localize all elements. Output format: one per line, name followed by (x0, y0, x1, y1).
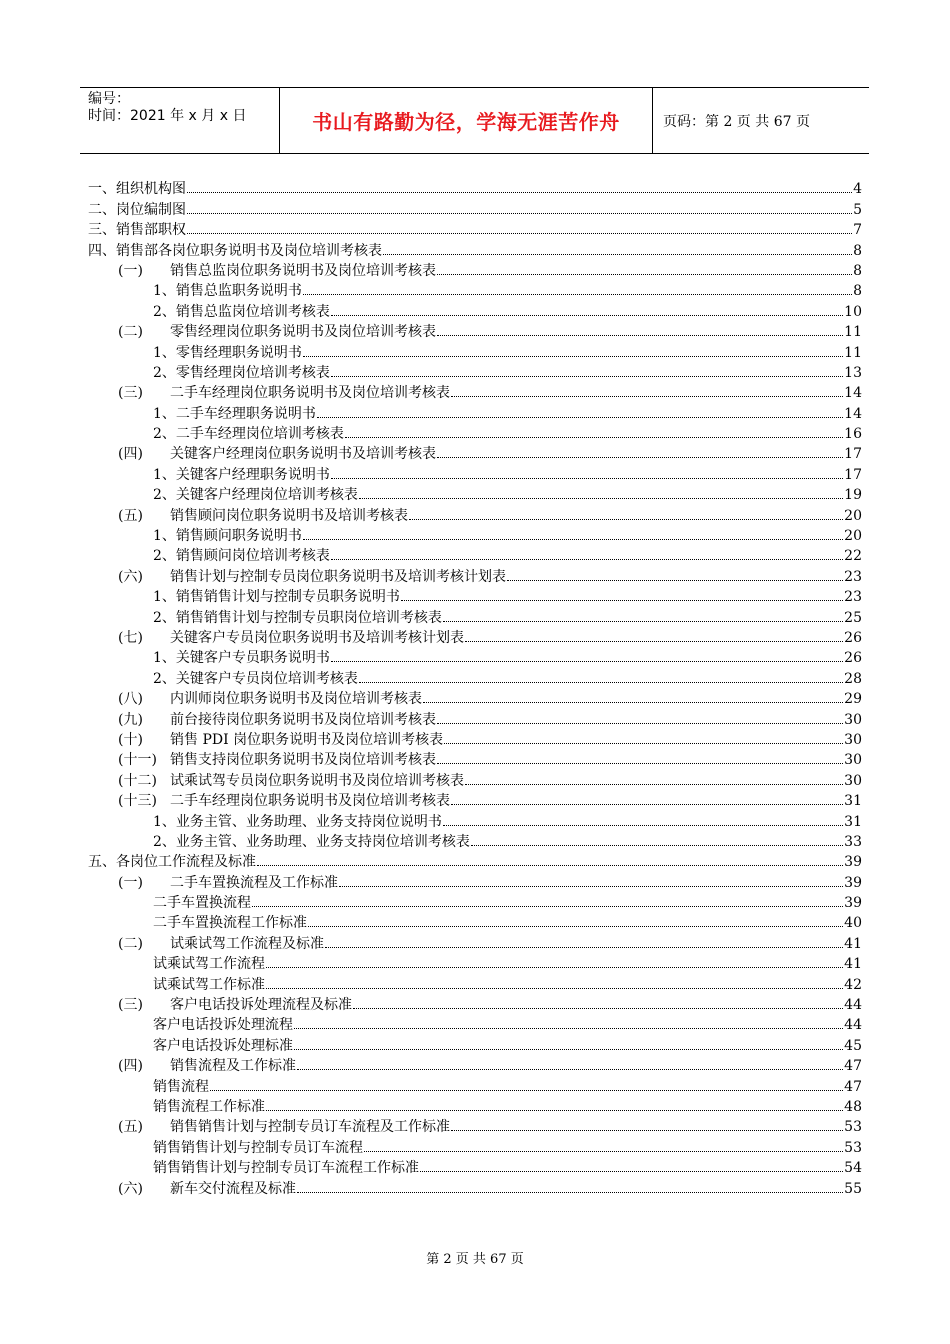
document-number-label: 编号： (88, 91, 130, 107)
toc-leader-dots (331, 376, 843, 377)
toc-leader-dots (210, 1090, 843, 1091)
toc-leader-dots (443, 825, 843, 826)
toc-entry-title: 1、关键客户专员职务说明书 (153, 650, 330, 667)
toc-entry-title: 销售销售计划与控制专员订车流程及工作标准 (170, 1119, 450, 1136)
toc-leader-dots (359, 498, 843, 499)
toc-entry-number: (二) (118, 324, 143, 341)
toc-entry-page: 20 (844, 507, 862, 524)
toc-entry[interactable] (88, 606, 862, 626)
toc-entry[interactable] (88, 423, 862, 443)
toc-entry[interactable] (88, 178, 862, 198)
toc-entry-number: (七) (118, 629, 143, 646)
toc-entry-page: 31 (844, 813, 862, 830)
toc-entry-title: 关键客户专员岗位职务说明书及培训考核计划表 (170, 629, 464, 646)
toc-entry-title: 2、销售总监岗位培训考核表 (153, 303, 330, 320)
toc-leader-dots (252, 906, 843, 907)
toc-entry-page: 19 (844, 487, 862, 504)
toc-entry-number: (四) (118, 446, 143, 463)
toc-leader-dots (257, 865, 843, 866)
toc-entry-page: 53 (844, 1139, 862, 1156)
toc-entry-page: 29 (844, 691, 862, 708)
toc-entry[interactable] (88, 1116, 862, 1136)
toc-entry-title: 四、销售部各岗位职务说明书及岗位培训考核表 (88, 242, 382, 259)
toc-leader-dots (297, 1069, 843, 1070)
toc-entry[interactable] (88, 321, 862, 341)
toc-entry-title: 试乘试驾工作标准 (153, 976, 265, 993)
toc-leader-dots (451, 804, 843, 805)
toc-entry-number: (五) (118, 507, 143, 524)
toc-entry[interactable] (88, 525, 862, 545)
toc-entry-number: (九) (118, 711, 143, 728)
toc-leader-dots (383, 254, 852, 255)
toc-leader-dots (423, 702, 843, 703)
toc-entry-number: (一) (118, 262, 143, 279)
toc-entry-page: 14 (844, 385, 862, 402)
toc-entry[interactable] (88, 749, 862, 769)
toc-entry-page: 17 (844, 446, 862, 463)
toc-entry-title: 试乘试驾工作流程及标准 (170, 935, 324, 952)
toc-entry-page: 42 (844, 976, 862, 993)
toc-entry-title: 销售 PDI 岗位职务说明书及岗位培训考核表 (170, 731, 444, 748)
toc-entry[interactable] (88, 443, 862, 463)
toc-entry-number: (八) (118, 691, 143, 708)
toc-entry-page: 44 (844, 997, 862, 1014)
toc-leader-dots (507, 580, 843, 581)
toc-entry-title: 零售经理岗位职务说明书及岗位培训考核表 (170, 324, 436, 341)
header-motto: 书山有路勤为径，学海无涯苦作舟 (280, 88, 653, 153)
toc-entry-title: 1、业务主管、业务助理、业务支持岗位说明书 (153, 813, 442, 830)
toc-entry-page: 30 (844, 752, 862, 769)
toc-leader-dots (331, 315, 843, 316)
toc-entry-page: 41 (844, 935, 862, 952)
toc-leader-dots (451, 1130, 843, 1131)
toc-entry-number: (十) (118, 731, 143, 748)
toc-leader-dots (266, 967, 843, 968)
toc-leader-dots (471, 845, 843, 846)
toc-entry-title: 客户电话投诉处理流程及标准 (170, 997, 352, 1014)
toc-entry-page: 4 (853, 181, 862, 198)
toc-leader-dots (331, 559, 843, 560)
toc-leader-dots (345, 437, 843, 438)
toc-entry[interactable] (88, 647, 862, 667)
toc-entry-page: 11 (844, 344, 862, 361)
toc-leader-dots (294, 1049, 843, 1050)
toc-entry-number: (四) (118, 1058, 143, 1075)
toc-entry[interactable] (88, 463, 862, 483)
toc-entry[interactable] (88, 402, 862, 422)
toc-entry-page: 14 (844, 405, 862, 422)
toc-entry[interactable] (88, 1014, 862, 1034)
toc-entry-title: 二手车置换流程 (153, 895, 251, 912)
toc-entry-page: 30 (844, 711, 862, 728)
toc-entry-title: 2、零售经理岗位培训考核表 (153, 364, 330, 381)
toc-entry[interactable] (88, 708, 862, 728)
toc-entry-number: (六) (118, 568, 143, 585)
toc-entry-page: 54 (844, 1160, 862, 1177)
toc-leader-dots (437, 457, 843, 458)
toc-entry-title: 1、销售顾问职务说明书 (153, 528, 302, 545)
toc-entry-page: 31 (844, 793, 862, 810)
toc-entry[interactable] (88, 382, 862, 402)
toc-entry-title: 二手车置换流程及工作标准 (170, 874, 338, 891)
toc-entry[interactable] (88, 892, 862, 912)
toc-entry-page: 48 (844, 1098, 862, 1115)
toc-entry-title: 试乘试驾工作流程 (153, 956, 265, 973)
toc-entry[interactable] (88, 790, 862, 810)
toc-leader-dots (325, 947, 843, 948)
toc-entry-page: 5 (853, 201, 862, 218)
toc-entry[interactable] (88, 1075, 862, 1095)
toc-entry-title: 1、关键客户经理职务说明书 (153, 466, 330, 483)
toc-entry-page: 45 (844, 1037, 862, 1054)
toc-leader-dots (401, 600, 843, 601)
page-footer: 第 2 页 共 67 页 (426, 1252, 524, 1267)
toc-entry-page: 25 (844, 609, 862, 626)
toc-leader-dots (451, 396, 843, 397)
toc-entry[interactable] (88, 831, 862, 851)
toc-entry-page: 30 (844, 731, 862, 748)
toc-entry[interactable] (88, 362, 862, 382)
toc-entry-page: 7 (853, 222, 862, 239)
toc-entry[interactable] (88, 341, 862, 361)
toc-entry[interactable] (88, 810, 862, 830)
toc-entry-page: 47 (844, 1078, 862, 1095)
toc-entry-page: 26 (844, 629, 862, 646)
toc-leader-dots (339, 886, 843, 887)
toc-entry-title: 1、二手车经理职务说明书 (153, 405, 316, 422)
toc-entry-title: 三、销售部职权 (88, 222, 186, 239)
toc-entry[interactable] (88, 932, 862, 952)
toc-entry[interactable] (88, 1177, 862, 1197)
toc-entry-title: 五、各岗位工作流程及标准 (88, 854, 256, 871)
toc-entry-title: 销售计划与控制专员岗位职务说明书及培训考核计划表 (170, 568, 506, 585)
toc-entry-number: (十三) (118, 793, 157, 810)
toc-entry-title: 1、销售总监职务说明书 (153, 283, 302, 300)
toc-entry-number: (五) (118, 1119, 143, 1136)
toc-entry-title: 关键客户经理岗位职务说明书及培训考核表 (170, 446, 436, 463)
toc-entry-page: 53 (844, 1119, 862, 1136)
toc-entry[interactable] (88, 300, 862, 320)
toc-leader-dots (266, 988, 843, 989)
toc-entry[interactable] (88, 484, 862, 504)
toc-entry[interactable] (88, 586, 862, 606)
toc-entry-title: 客户电话投诉处理标准 (153, 1037, 293, 1054)
toc-leader-dots (420, 1171, 843, 1172)
toc-entry-page: 8 (853, 283, 862, 300)
toc-entry[interactable] (88, 565, 862, 585)
toc-leader-dots (409, 519, 843, 520)
toc-entry-number: (二) (118, 935, 143, 952)
toc-entry-title: 客户电话投诉处理流程 (153, 1017, 293, 1034)
toc-entry[interactable] (88, 1055, 862, 1075)
toc-leader-dots (331, 661, 843, 662)
toc-entry-page: 39 (844, 854, 862, 871)
toc-entry-title: 销售流程 (153, 1078, 209, 1095)
toc-leader-dots (364, 1151, 843, 1152)
toc-leader-dots (443, 621, 843, 622)
toc-entry-title: 销售顾问岗位职务说明书及培训考核表 (170, 507, 408, 524)
toc-entry-title: 2、业务主管、业务助理、业务支持岗位培训考核表 (153, 833, 470, 850)
toc-entry-page: 13 (844, 364, 862, 381)
toc-leader-dots (297, 1192, 843, 1193)
toc-entry[interactable] (88, 729, 862, 749)
page-header (80, 87, 869, 154)
toc-entry[interactable] (88, 198, 862, 218)
toc-entry-page: 22 (844, 548, 862, 565)
toc-leader-dots (294, 1028, 843, 1029)
toc-entry[interactable] (88, 504, 862, 524)
toc-leader-dots (465, 641, 843, 642)
toc-entry[interactable] (88, 280, 862, 300)
toc-entry-page: 17 (844, 466, 862, 483)
toc-leader-dots (437, 763, 843, 764)
toc-entry-page: 55 (844, 1180, 862, 1197)
toc-leader-dots (331, 478, 843, 479)
toc-leader-dots (437, 274, 852, 275)
toc-entry-page: 33 (844, 833, 862, 850)
toc-entry-page: 16 (844, 426, 862, 443)
toc-entry-page: 20 (844, 528, 862, 545)
toc-entry-title: 一、组织机构图 (88, 181, 186, 198)
toc-entry-page: 11 (844, 324, 862, 341)
toc-entry-title: 1、零售经理职务说明书 (153, 344, 302, 361)
toc-entry-title: 二手车置换流程工作标准 (153, 915, 307, 932)
toc-entry-title: 试乘试驾专员岗位职务说明书及岗位培训考核表 (170, 772, 464, 789)
toc-leader-dots (465, 784, 843, 785)
toc-entry-number: (十二) (118, 772, 157, 789)
toc-leader-dots (444, 743, 843, 744)
toc-entry-title: 2、销售顾问岗位培训考核表 (153, 548, 330, 565)
toc-entry-page: 10 (844, 303, 862, 320)
toc-leader-dots (437, 335, 843, 336)
toc-leader-dots (187, 213, 852, 214)
toc-leader-dots (303, 356, 843, 357)
toc-leader-dots (266, 1110, 843, 1111)
document-time-label: 时间：2021 年 x 月 x 日 (88, 108, 247, 124)
toc-leader-dots (187, 192, 852, 193)
toc-entry[interactable] (88, 1096, 862, 1116)
header-page-label: 页码：第 2 页 共 67 页 (663, 113, 810, 130)
toc-entry-number: (十一) (118, 752, 157, 769)
toc-entry-title: 2、关键客户专员岗位培训考核表 (153, 670, 358, 687)
toc-entry-page: 40 (844, 915, 862, 932)
toc-entry-title: 前台接待岗位职务说明书及岗位培训考核表 (170, 711, 436, 728)
toc-entry-page: 8 (853, 242, 862, 259)
toc-entry-title: 销售销售计划与控制专员订车流程 (153, 1139, 363, 1156)
toc-leader-dots (437, 723, 843, 724)
toc-entry-page: 44 (844, 1017, 862, 1034)
toc-entry[interactable] (88, 219, 862, 239)
toc-entry[interactable] (88, 627, 862, 647)
toc-entry-page: 47 (844, 1058, 862, 1075)
toc-entry-number: (三) (118, 385, 143, 402)
toc-entry[interactable] (88, 260, 862, 280)
toc-entry[interactable] (88, 769, 862, 789)
toc-leader-dots (303, 294, 852, 295)
toc-leader-dots (187, 233, 852, 234)
toc-leader-dots (303, 539, 843, 540)
toc-entry-page: 23 (844, 589, 862, 606)
table-of-contents (88, 178, 862, 1198)
toc-entry-title: 内训师岗位职务说明书及岗位培训考核表 (170, 691, 422, 708)
toc-entry-title: 2、关键客户经理岗位培训考核表 (153, 487, 358, 504)
toc-entry[interactable] (88, 1157, 862, 1177)
toc-entry[interactable] (88, 871, 862, 891)
toc-leader-dots (308, 926, 843, 927)
toc-entry-number: (三) (118, 997, 143, 1014)
toc-entry-title: 销售流程工作标准 (153, 1098, 265, 1115)
toc-entry-title: 2、销售销售计划与控制专员职岗位培训考核表 (153, 609, 442, 626)
toc-entry-number: (六) (118, 1180, 143, 1197)
toc-entry-title: 销售总监岗位职务说明书及岗位培训考核表 (170, 262, 436, 279)
toc-entry-title: 新车交付流程及标准 (170, 1180, 296, 1197)
toc-entry-title: 二手车经理岗位职务说明书及岗位培训考核表 (170, 793, 450, 810)
toc-entry-page: 39 (844, 895, 862, 912)
toc-entry[interactable] (88, 994, 862, 1014)
toc-entry[interactable] (88, 239, 862, 259)
toc-entry-title: 销售销售计划与控制专员订车流程工作标准 (153, 1160, 419, 1177)
toc-entry-title: 2、二手车经理岗位培训考核表 (153, 426, 344, 443)
toc-entry-page: 41 (844, 956, 862, 973)
toc-entry-page: 28 (844, 670, 862, 687)
toc-entry-page: 23 (844, 568, 862, 585)
toc-entry[interactable] (88, 912, 862, 932)
toc-entry-title: 二手车经理岗位职务说明书及岗位培训考核表 (170, 385, 450, 402)
toc-entry-page: 26 (844, 650, 862, 667)
toc-leader-dots (317, 417, 843, 418)
toc-entry-page: 30 (844, 772, 862, 789)
toc-entry[interactable] (88, 953, 862, 973)
toc-leader-dots (353, 1008, 843, 1009)
toc-entry-page: 8 (853, 262, 862, 279)
toc-entry-title: 销售流程及工作标准 (170, 1058, 296, 1075)
toc-entry[interactable] (88, 851, 862, 871)
toc-entry[interactable] (88, 545, 862, 565)
toc-entry[interactable] (88, 688, 862, 708)
toc-entry-page: 39 (844, 874, 862, 891)
toc-entry-number: (一) (118, 874, 143, 891)
toc-entry[interactable] (88, 1136, 862, 1156)
toc-entry[interactable] (88, 1034, 862, 1054)
toc-entry-title: 1、销售销售计划与控制专员职务说明书 (153, 589, 400, 606)
toc-entry-title: 二、岗位编制图 (88, 201, 186, 218)
toc-entry[interactable] (88, 667, 862, 687)
toc-leader-dots (359, 682, 843, 683)
toc-entry-title: 销售支持岗位职务说明书及岗位培训考核表 (170, 752, 436, 769)
header-meta (80, 88, 280, 153)
toc-entry[interactable] (88, 973, 862, 993)
